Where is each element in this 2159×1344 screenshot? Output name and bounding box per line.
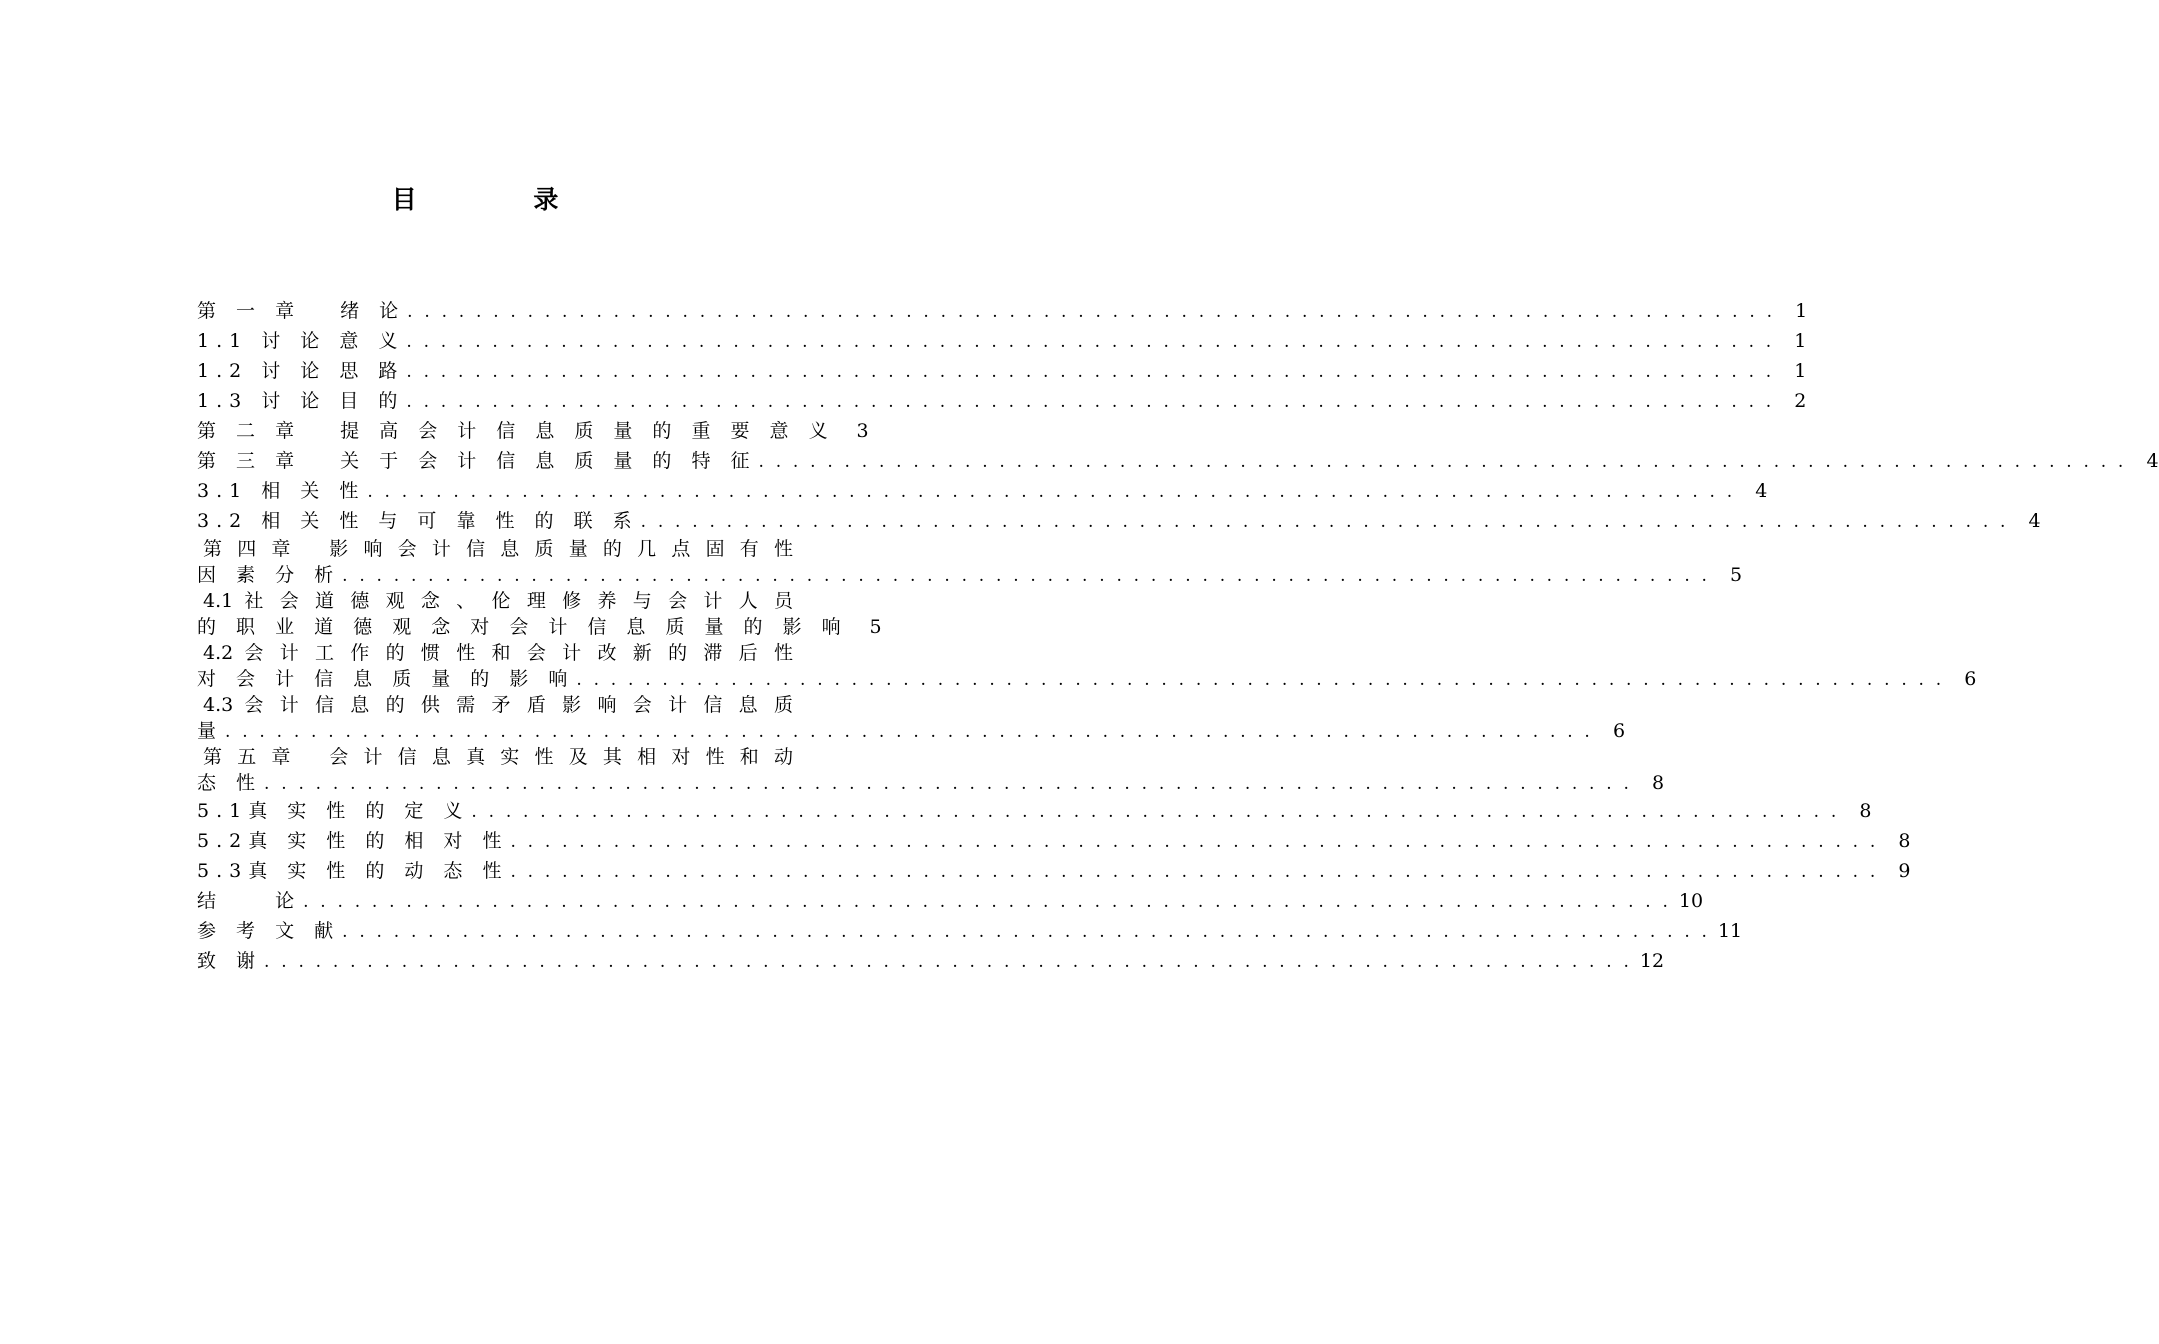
toc-leader-dots: . . . . . . . . . . . . . . . . . . . . . . . . . . . . . . . . . . . . . . . . . . . . . . . . . . . . . . . . . . . . . . . . . . . . . . . . . . . . . . . . (576, 670, 1945, 690)
toc-entry-label: 对 会 计 信 息 质 量 的 影 响 (197, 668, 575, 690)
toc-entry-line1 (197, 536, 793, 562)
table-of-contents (197, 296, 2159, 976)
toc-entry-page-number: 8 (1859, 800, 1872, 822)
toc-leader-dots: . . . . . . . . . . . . . . . . . . . . . . . . . . . . . . . . . . . . . . . . . . . . . . . . . . . . . . . . . . . . . . . . . . . . . . . . . . . . . . . . (510, 832, 1879, 852)
toc-entry-label: 结 论 (197, 890, 302, 912)
toc-leader-dots: . . . . . . . . . . . . . . . . . . . . . . . . . . . . . . . . . . . . . . . . . . . . . . . . . . . . . . . . . . . . . . . . . . . . . . . . . . . . . . . . (407, 302, 1776, 322)
toc-leader-dots: . . . . . . . . . . . . . . . . . . . . . . . . . . . . . . . . . . . . . . . . . . . . . . . . . . . . . . . . . . . . . . . . . . . . . . . . . . . . . . . . (225, 722, 1594, 742)
toc-entry-page-number: 6 (1612, 720, 1626, 742)
toc-entry-label-line1: 4.1 社 会 道 德 观 念 、 伦 理 修 养 与 会 计 人 员 (203, 590, 793, 612)
toc-entry-line1 (197, 588, 793, 614)
toc-entry-page-number: 4 (2146, 450, 2159, 472)
toc-entry-page-number: 5 (1730, 564, 1743, 586)
toc-entry-page-number: 1 (1794, 330, 1807, 352)
toc-entry[interactable] (197, 666, 1977, 692)
toc-entry-page-number: 11 (1717, 920, 1743, 942)
toc-entry[interactable] (197, 356, 1807, 386)
toc-entry-label: 第 二 章 提 高 会 计 信 息 质 量 的 重 要 意 义 (197, 420, 835, 442)
toc-leader-dots: . . . . . . . . . . . . . . . . . . . . . . . . . . . . . . . . . . . . . . . . . . . . . . . . . . . . . . . . . . . . . . . . . . . . . . . . . . . . . . . . (640, 512, 2009, 532)
toc-entry-line1 (197, 744, 793, 770)
toc-entry[interactable] (197, 946, 1665, 976)
toc-entry-page-number: 4 (1755, 480, 1768, 502)
toc-entry-page-number: 1 (1795, 300, 1808, 322)
toc-entry[interactable] (197, 562, 1743, 588)
toc-entry-label: 1.1 讨 论 意 义 (197, 330, 405, 352)
toc-entry-page-number: 12 (1639, 950, 1665, 972)
toc-entry-label-line1: 4.2 会 计 工 作 的 惯 性 和 会 计 改 新 的 滞 后 性 (203, 642, 793, 664)
toc-entry-label: 量 (197, 720, 224, 742)
toc-entry-label: 因 素 分 析 (197, 564, 341, 586)
toc-entry-page-number: 8 (1898, 830, 1911, 852)
toc-entry-page-number: 4 (2028, 510, 2041, 532)
toc-entry[interactable] (197, 916, 1743, 946)
toc-entry-label-line1: 第 五 章 会 计 信 息 真 实 性 及 其 相 对 性 和 动 (203, 746, 793, 768)
toc-entry-page-number: 2 (1794, 390, 1807, 412)
toc-leader-dots: . . . . . . . . . . . . . . . . . . . . . . . . . . . . . . . . . . . . . . . . . . . . . . . . . . . . . . . . . . . . . . . . . . . . . . . . . . . . . . . . (406, 332, 1775, 352)
toc-entry[interactable] (197, 476, 1768, 506)
toc-leader-dots: . . . . . . . . . . . . . . . . . . . . . . . . . . . . . . . . . . . . . . . . . . . . . . . . . . . . . . . . . . . . . . . . . . . . . . . . . . . . . . . . (471, 802, 1840, 822)
toc-leader-dots: . . . . . . . . . . . . . . . . . . . . . . . . . . . . . . . . . . . . . . . . . . . . . . . . . . . . . . . . . . . . . . . . . . . . . . . . . . . . . . . . (406, 392, 1775, 412)
toc-entry-label-line1: 4.3 会 计 信 息 的 供 需 矛 盾 影 响 会 计 信 息 质 (203, 694, 793, 716)
toc-leader-dots: . . . . . . . . . . . . . . . . . . . . . . . . . . . . . . . . . . . . . . . . . . . . . . . . . . . . . . . . . . . . . . . . . . . . . . . . . . . . . . . . (342, 566, 1711, 586)
toc-entry[interactable] (197, 296, 1808, 326)
toc-entry-line1 (197, 640, 793, 666)
toc-entry[interactable] (197, 826, 1911, 856)
toc-entry[interactable] (197, 856, 1911, 886)
toc-entry-label: 5.3真 实 性 的 动 态 性 (197, 860, 509, 882)
toc-leader-dots: . . . . . . . . . . . . . . . . . . . . . . . . . . . . . . . . . . . . . . . . . . . . . . . . . . . . . . . . . . . . . . . . . . . . . . . . . . . . . . . . (406, 362, 1775, 382)
toc-entry-page-number: 3 (856, 420, 869, 442)
toc-entry-label: 第 一 章 绪 论 (197, 300, 406, 322)
toc-entry-page-number: 8 (1651, 772, 1665, 794)
toc-entry-label: 3.1 相 关 性 (197, 480, 366, 502)
toc-leader-dots: . . . . . . . . . . . . . . . . . . . . . . . . . . . . . . . . . . . . . . . . . . . . . . . . . . . . . . . . . . . . . . . . . . . . . . . . . . . . . . . . (758, 452, 2127, 472)
toc-entry-page-number: 6 (1964, 668, 1977, 690)
toc-leader-dots: . . . . . . . . . . . . . . . . . . . . . . . . . . . . . . . . . . . . . . . . . . . . . . . . . . . . . . . . . . . . . . . . . . . . . . . . . . . . . . . . (303, 892, 1672, 912)
toc-entry[interactable] (197, 614, 882, 640)
toc-entry-label: 致 谢 (197, 950, 263, 972)
toc-entry-label: 态 性 (197, 772, 263, 794)
page-title: 目 录 (391, 185, 613, 214)
toc-leader-dots: . . . . . . . . . . . . . . . . . . . . . . . . . . . . . . . . . . . . . . . . . . . . . . . . . . . . . . . . . . . . . . . . . . . . . . . . . . . . . . . . (264, 774, 1633, 794)
toc-entry-label: 参 考 文 献 (197, 920, 341, 942)
toc-entry-label: 1.2 讨 论 思 路 (197, 360, 405, 382)
toc-entry-label: 第 三 章 关 于 会 计 信 息 质 量 的 特 征 (197, 450, 757, 472)
toc-entry-label-line1: 第 四 章 影 响 会 计 信 息 质 量 的 几 点 固 有 性 (203, 538, 793, 560)
toc-leader-dots: . . . . . . . . . . . . . . . . . . . . . . . . . . . . . . . . . . . . . . . . . . . . . . . . . . . . . . . . . . . . . . . . . . . . . . . . . . . . . . . . (510, 862, 1879, 882)
toc-entry[interactable] (197, 416, 869, 446)
toc-entry[interactable] (197, 718, 1626, 744)
toc-entry-label: 1.3 讨 论 目 的 (197, 390, 405, 412)
toc-entry-page-number: 10 (1678, 890, 1704, 912)
toc-entry[interactable] (197, 506, 2041, 536)
toc-entry[interactable] (197, 446, 2159, 476)
toc-leader-dots: . . . . . . . . . . . . . . . . . . . . . . . . . . . . . . . . . . . . . . . . . . . . . . . . . . . . . . . . . . . . . . . . . . . . . . . . . . . . . . . . (367, 482, 1736, 502)
toc-entry-label: 的 职 业 道 德 观 念 对 会 计 信 息 质 量 的 影 响 (197, 616, 848, 638)
toc-entry-line1 (197, 692, 793, 718)
toc-leader-dots: . . . . . . . . . . . . . . . . . . . . . . . . . . . . . . . . . . . . . . . . . . . . . . . . . . . . . . . . . . . . . . . . . . . . . . . . . . . . . . . . (264, 952, 1633, 972)
toc-entry-page-number: 9 (1898, 860, 1911, 882)
toc-entry-page-number: 5 (869, 616, 882, 638)
toc-entry[interactable] (197, 386, 1807, 416)
toc-entry-page-number: 1 (1794, 360, 1807, 382)
toc-leader-dots: . . . . . . . . . . . . . . . . . . . . . . . . . . . . . . . . . . . . . . . . . . . . . . . . . . . . . . . . . . . . . . . . . . . . . . . . . . . . . . . . (342, 922, 1711, 942)
toc-entry-label: 5.2真 实 性 的 相 对 性 (197, 830, 509, 852)
toc-entry[interactable] (197, 886, 1704, 916)
toc-entry[interactable] (197, 770, 1665, 796)
toc-entry-label: 5.1真 实 性 的 定 义 (197, 800, 470, 822)
toc-entry[interactable] (197, 326, 1807, 356)
toc-entry-label: 3.2 相 关 性 与 可 靠 性 的 联 系 (197, 510, 639, 532)
toc-entry[interactable] (197, 796, 1872, 826)
